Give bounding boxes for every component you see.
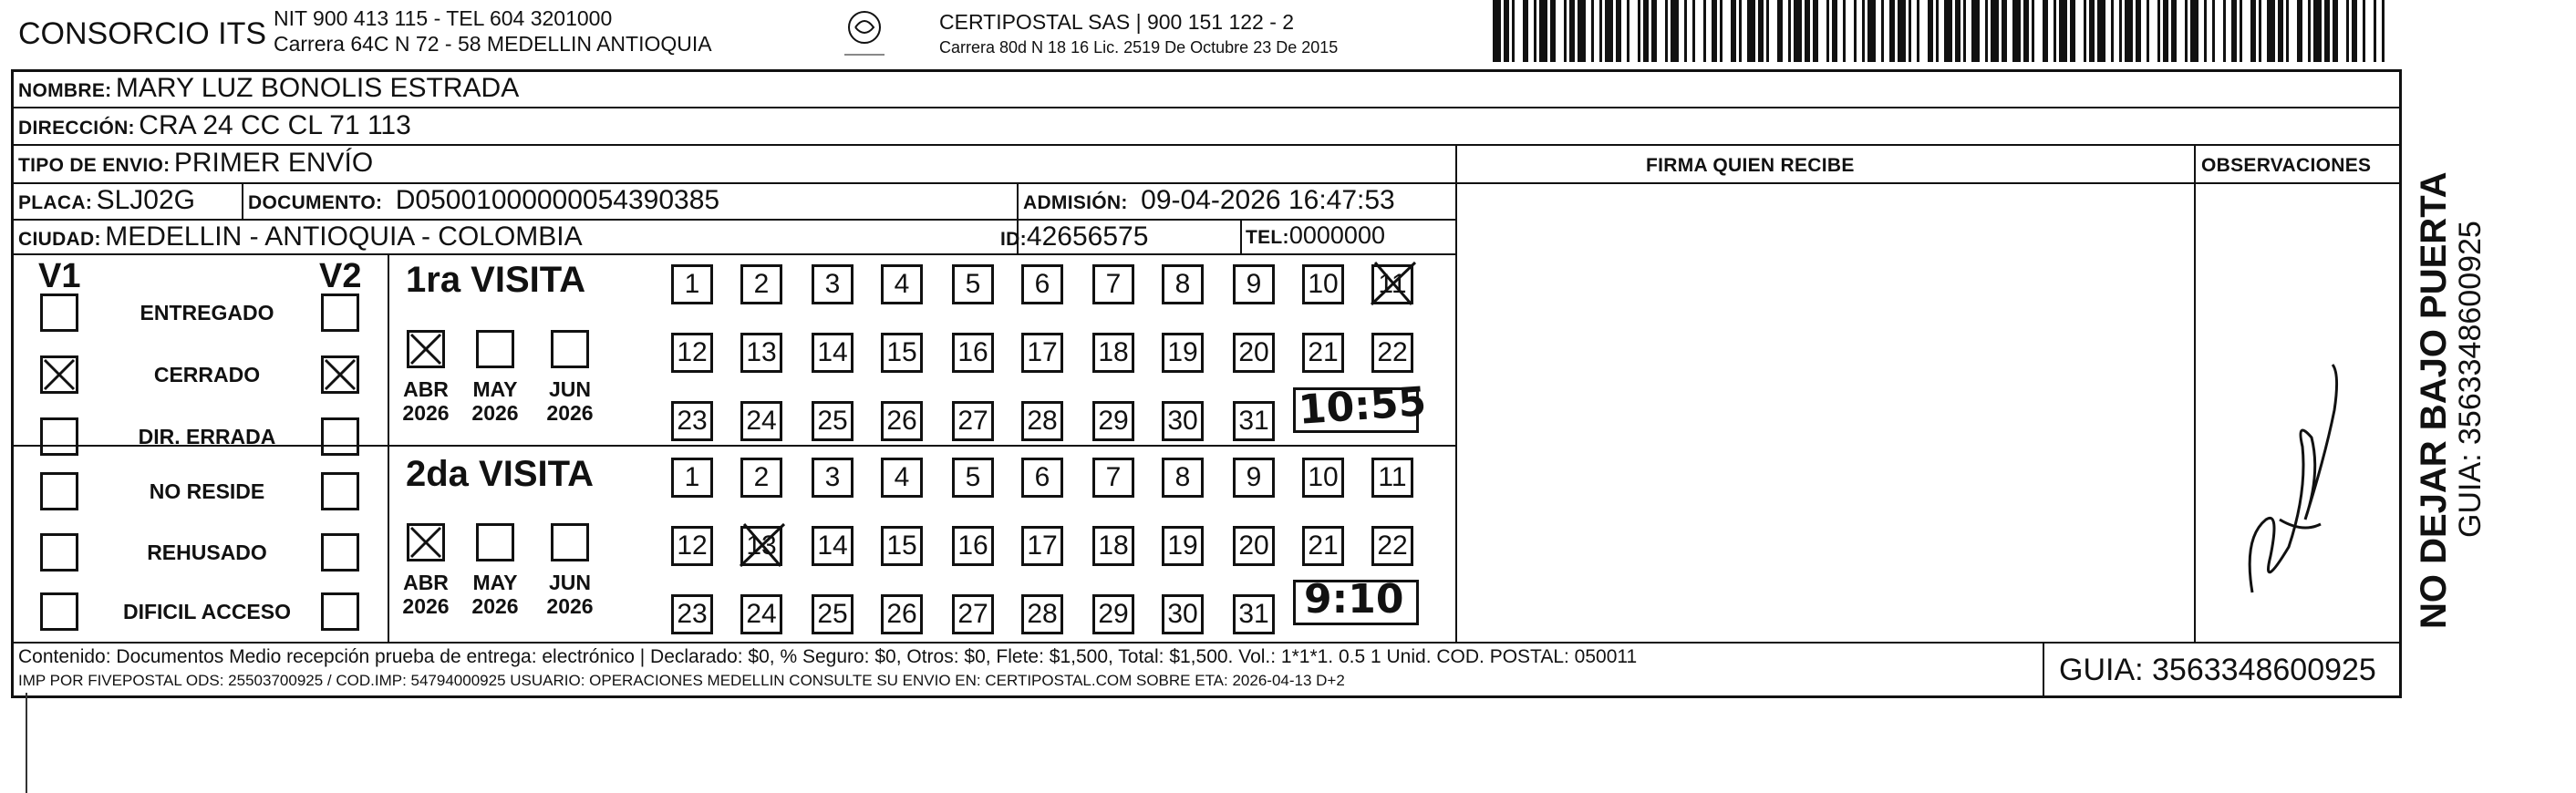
checkmark-x-icon <box>409 333 442 366</box>
first-visit-day-cell[interactable]: 13 <box>740 333 782 373</box>
first-visit-day-cell[interactable]: 4 <box>881 264 923 304</box>
documento-field <box>248 185 719 216</box>
month-name: MAY <box>472 571 518 594</box>
placa-row <box>18 185 195 216</box>
second-visit-day-cell[interactable]: 29 <box>1092 594 1134 634</box>
status-v2-checkbox[interactable] <box>321 355 359 394</box>
admision-label: ADMISIÓN: <box>1023 192 1128 213</box>
second-visit-day-cell[interactable]: 9 <box>1233 458 1275 498</box>
first-visit-month-checkbox[interactable] <box>551 330 589 368</box>
first-visit-day-cell[interactable]: 15 <box>881 333 923 373</box>
v1-header: V1 <box>38 257 81 295</box>
direccion-row <box>18 110 411 141</box>
second-visit-day-cell[interactable]: 10 <box>1302 458 1344 498</box>
status-label: REHUSADO <box>147 541 267 564</box>
second-visit-day-cell[interactable]: 3 <box>812 458 853 498</box>
checkmark-x-icon <box>409 526 442 559</box>
status-v1-checkbox[interactable] <box>40 355 78 394</box>
company-name: CONSORCIO ITS <box>18 16 267 51</box>
first-visit-day-cell[interactable]: 11 <box>1371 264 1413 304</box>
month-year: 2026 <box>402 401 450 425</box>
month-year: 2026 <box>546 401 594 425</box>
footer-guia: GUIA: 3563348600925 <box>2059 653 2376 687</box>
first-visit-day-cell[interactable]: 6 <box>1021 264 1063 304</box>
first-visit-day-cell[interactable]: 2 <box>740 264 782 304</box>
first-visit-month-label <box>542 377 598 425</box>
first-visit-day-cell[interactable]: 10 <box>1302 264 1344 304</box>
admision-field <box>1023 185 1395 216</box>
second-visit-day-cell[interactable]: 2 <box>740 458 782 498</box>
second-visit-month-label <box>542 571 598 618</box>
admision-value: 09-04-2026 16:47:53 <box>1141 185 1395 215</box>
second-visit-day-cell[interactable]: 1 <box>671 458 713 498</box>
second-visit-day-cell[interactable]: 27 <box>952 594 994 634</box>
certipostal-info <box>939 9 1338 60</box>
second-visit-day-cell[interactable]: 16 <box>952 526 994 566</box>
first-visit-day-cell[interactable]: 9 <box>1233 264 1275 304</box>
status-v1-checkbox[interactable] <box>40 417 78 456</box>
first-visit-day-cell[interactable]: 24 <box>740 401 782 441</box>
firma-header: FIRMA QUIEN RECIBE <box>1646 155 1855 176</box>
observaciones-header: OBSERVACIONES <box>2201 155 2372 176</box>
placa-value: SLJ02G <box>96 185 195 215</box>
first-visit-month-label <box>398 377 454 425</box>
first-visit-day-cell[interactable]: 18 <box>1092 333 1134 373</box>
status-v1-checkbox[interactable] <box>40 592 78 631</box>
first-visit-time: 10:55 <box>1297 378 1428 434</box>
tipo-envio-value: PRIMER ENVÍO <box>173 148 374 178</box>
status-label: DIFICIL ACCESO <box>122 600 291 623</box>
id-label: ID: <box>1000 229 1027 250</box>
tipo-envio-label: TIPO DE ENVIO: <box>18 155 171 176</box>
first-visit-month-checkbox[interactable] <box>407 330 445 368</box>
second-visit-day-cell[interactable]: 18 <box>1092 526 1134 566</box>
second-visit-day-cell[interactable]: 22 <box>1371 526 1413 566</box>
second-visit-day-cell[interactable]: 23 <box>671 594 713 634</box>
tel-value: 0000000 <box>1288 221 1385 249</box>
first-visit-day-cell[interactable]: 16 <box>952 333 994 373</box>
status-label: CERRADO <box>153 363 261 386</box>
company-address: Carrera 64C N 72 - 58 MEDELLIN ANTIOQUIA <box>274 32 712 56</box>
id-field <box>1000 221 1148 252</box>
status-v2-checkbox[interactable] <box>321 472 359 510</box>
ciudad-row <box>18 221 583 252</box>
month-name: ABR <box>403 377 449 401</box>
first-visit-day-cell[interactable]: 29 <box>1092 401 1134 441</box>
second-visit-day-cell[interactable]: 24 <box>740 594 782 634</box>
nombre-label: NOMBRE: <box>18 80 112 101</box>
tipo-envio-row <box>18 148 373 179</box>
side-guia: GUIA: 3563348600925 <box>2453 221 2488 538</box>
nombre-row <box>18 73 519 104</box>
second-visit-month-label <box>398 571 454 618</box>
first-visit-day-cell[interactable]: 14 <box>812 333 853 373</box>
second-visit-day-cell[interactable]: 6 <box>1021 458 1063 498</box>
second-visit-day-cell[interactable]: 14 <box>812 526 853 566</box>
certipostal-address: Carrera 80d N 18 16 Lic. 2519 De Octubre 23 De 2015 <box>939 38 1339 57</box>
cross-mark-icon <box>735 520 790 572</box>
first-visit-day-cell[interactable]: 25 <box>812 401 853 441</box>
first-visit-day-cell[interactable]: 17 <box>1021 333 1063 373</box>
first-visit-day-cell[interactable]: 12 <box>671 333 713 373</box>
second-visit-day-cell[interactable]: 30 <box>1162 594 1204 634</box>
first-visit-day-cell[interactable]: 26 <box>881 401 923 441</box>
first-visit-day-cell[interactable]: 30 <box>1162 401 1204 441</box>
first-visit-day-cell[interactable]: 21 <box>1302 333 1344 373</box>
status-v1-checkbox[interactable] <box>40 294 78 332</box>
first-visit-day-cell[interactable]: 7 <box>1092 264 1134 304</box>
checkmark-x-icon <box>43 358 76 391</box>
first-visit-title: 1ra VISITA <box>406 260 586 300</box>
certipostal-logo <box>837 7 892 60</box>
status-v1-checkbox[interactable] <box>40 472 78 510</box>
status-label: NO RESIDE <box>149 479 265 503</box>
first-visit-day-cell[interactable]: 23 <box>671 401 713 441</box>
first-visit-month-label <box>467 377 523 425</box>
company-nit: NIT 900 413 115 - TEL 604 3201000 <box>274 6 613 30</box>
month-name: JUN <box>548 571 591 594</box>
first-visit-day-cell[interactable]: 3 <box>812 264 853 304</box>
tel-field <box>1246 221 1385 250</box>
month-name: ABR <box>403 571 449 594</box>
nombre-value: MARY LUZ BONOLIS ESTRADA <box>115 73 520 103</box>
second-visit-day-cell[interactable]: 5 <box>952 458 994 498</box>
content-details: Contenido: Documentos Medio recepción prueba de entrega: electrónico | Declarado: $0, % Seguro: $0, Otros: $0, Flete: $1,500, Total: $1,500. Vol.: 1*1*1. 0.5 1 Unid. COD. POSTAL: 050011 <box>18 646 1638 667</box>
first-visit-day-cell[interactable]: 1 <box>671 264 713 304</box>
cross-mark-icon <box>1366 259 1421 310</box>
recipient-signature <box>2225 337 2362 611</box>
first-visit-day-cell[interactable]: 19 <box>1162 333 1204 373</box>
second-visit-day-cell[interactable]: 31 <box>1233 594 1275 634</box>
first-visit-day-cell[interactable]: 22 <box>1371 333 1413 373</box>
second-visit-day-cell[interactable]: 17 <box>1021 526 1063 566</box>
second-visit-month-label <box>467 571 523 618</box>
checkmark-x-icon <box>324 358 357 391</box>
second-visit-day-cell[interactable]: 7 <box>1092 458 1134 498</box>
second-visit-day-cell[interactable]: 13 <box>740 526 782 566</box>
status-v1-checkbox[interactable] <box>40 533 78 572</box>
first-visit-day-cell[interactable]: 28 <box>1021 401 1063 441</box>
status-v2-checkbox[interactable] <box>321 294 359 332</box>
month-year: 2026 <box>471 401 519 425</box>
month-year: 2026 <box>546 594 594 618</box>
first-visit-day-cell[interactable]: 20 <box>1233 333 1275 373</box>
no-dejar-bajo-puerta: NO DEJAR BAJO PUERTA <box>2414 171 2454 629</box>
print-details: IMP POR FIVEPOSTAL ODS: 25503700925 / COD.IMP: 54794000925 USUARIO: OPERACIONES MEDELLIN CONSULTE SU ENVIO EN: CERTIPOSTAL.COM SOBRE ETA: 2026-04-13 D+2 <box>18 672 1345 689</box>
second-visit-month-checkbox[interactable] <box>476 523 514 561</box>
second-visit-day-cell[interactable]: 12 <box>671 526 713 566</box>
second-visit-day-cell[interactable]: 8 <box>1162 458 1204 498</box>
second-visit-day-cell[interactable]: 15 <box>881 526 923 566</box>
tel-label: TEL: <box>1246 227 1289 248</box>
id-value: 42656575 <box>1026 221 1149 252</box>
status-label: ENTREGADO <box>140 301 274 324</box>
second-visit-month-checkbox[interactable] <box>551 523 589 561</box>
first-visit-day-cell[interactable]: 5 <box>952 264 994 304</box>
status-v2-checkbox[interactable] <box>321 417 359 456</box>
certipostal-nit: CERTIPOSTAL SAS | 900 151 122 - 2 <box>939 10 1295 34</box>
second-visit-day-cell[interactable]: 11 <box>1371 458 1413 498</box>
second-visit-day-cell[interactable]: 20 <box>1233 526 1275 566</box>
second-visit-title: 2da VISITA <box>406 454 594 494</box>
direccion-value: CRA 24 CC CL 71 113 <box>139 110 411 140</box>
documento-label: DOCUMENTO: <box>248 192 383 213</box>
ciudad-label: CIUDAD: <box>18 229 101 250</box>
second-visit-month-checkbox[interactable] <box>407 523 445 561</box>
first-visit-month-checkbox[interactable] <box>476 330 514 368</box>
first-visit-day-cell[interactable]: 8 <box>1162 264 1204 304</box>
first-visit-day-cell[interactable]: 31 <box>1233 401 1275 441</box>
second-visit-day-cell[interactable]: 28 <box>1021 594 1063 634</box>
placa-label: PLACA: <box>18 192 93 213</box>
ciudad-value: MEDELLIN - ANTIOQUIA - COLOMBIA <box>105 221 583 252</box>
documento-value: D05001000000054390385 <box>395 185 720 215</box>
status-v2-checkbox[interactable] <box>321 533 359 572</box>
second-visit-day-cell[interactable]: 4 <box>881 458 923 498</box>
month-name: JUN <box>548 377 591 401</box>
second-visit-time: 9:10 <box>1304 576 1404 623</box>
month-year: 2026 <box>402 594 450 618</box>
month-year: 2026 <box>471 594 519 618</box>
month-name: MAY <box>472 377 518 401</box>
second-visit-day-cell[interactable]: 21 <box>1302 526 1344 566</box>
company-nit-block <box>274 5 712 57</box>
first-visit-day-cell[interactable]: 27 <box>952 401 994 441</box>
direccion-label: DIRECCIÓN: <box>18 118 135 139</box>
status-label: DIR. ERRADA <box>138 425 276 448</box>
v2-header: V2 <box>319 257 362 295</box>
status-v2-checkbox[interactable] <box>321 592 359 631</box>
barcode <box>1491 0 2389 62</box>
second-visit-day-cell[interactable]: 26 <box>881 594 923 634</box>
second-visit-day-cell[interactable]: 19 <box>1162 526 1204 566</box>
second-visit-day-cell[interactable]: 25 <box>812 594 853 634</box>
